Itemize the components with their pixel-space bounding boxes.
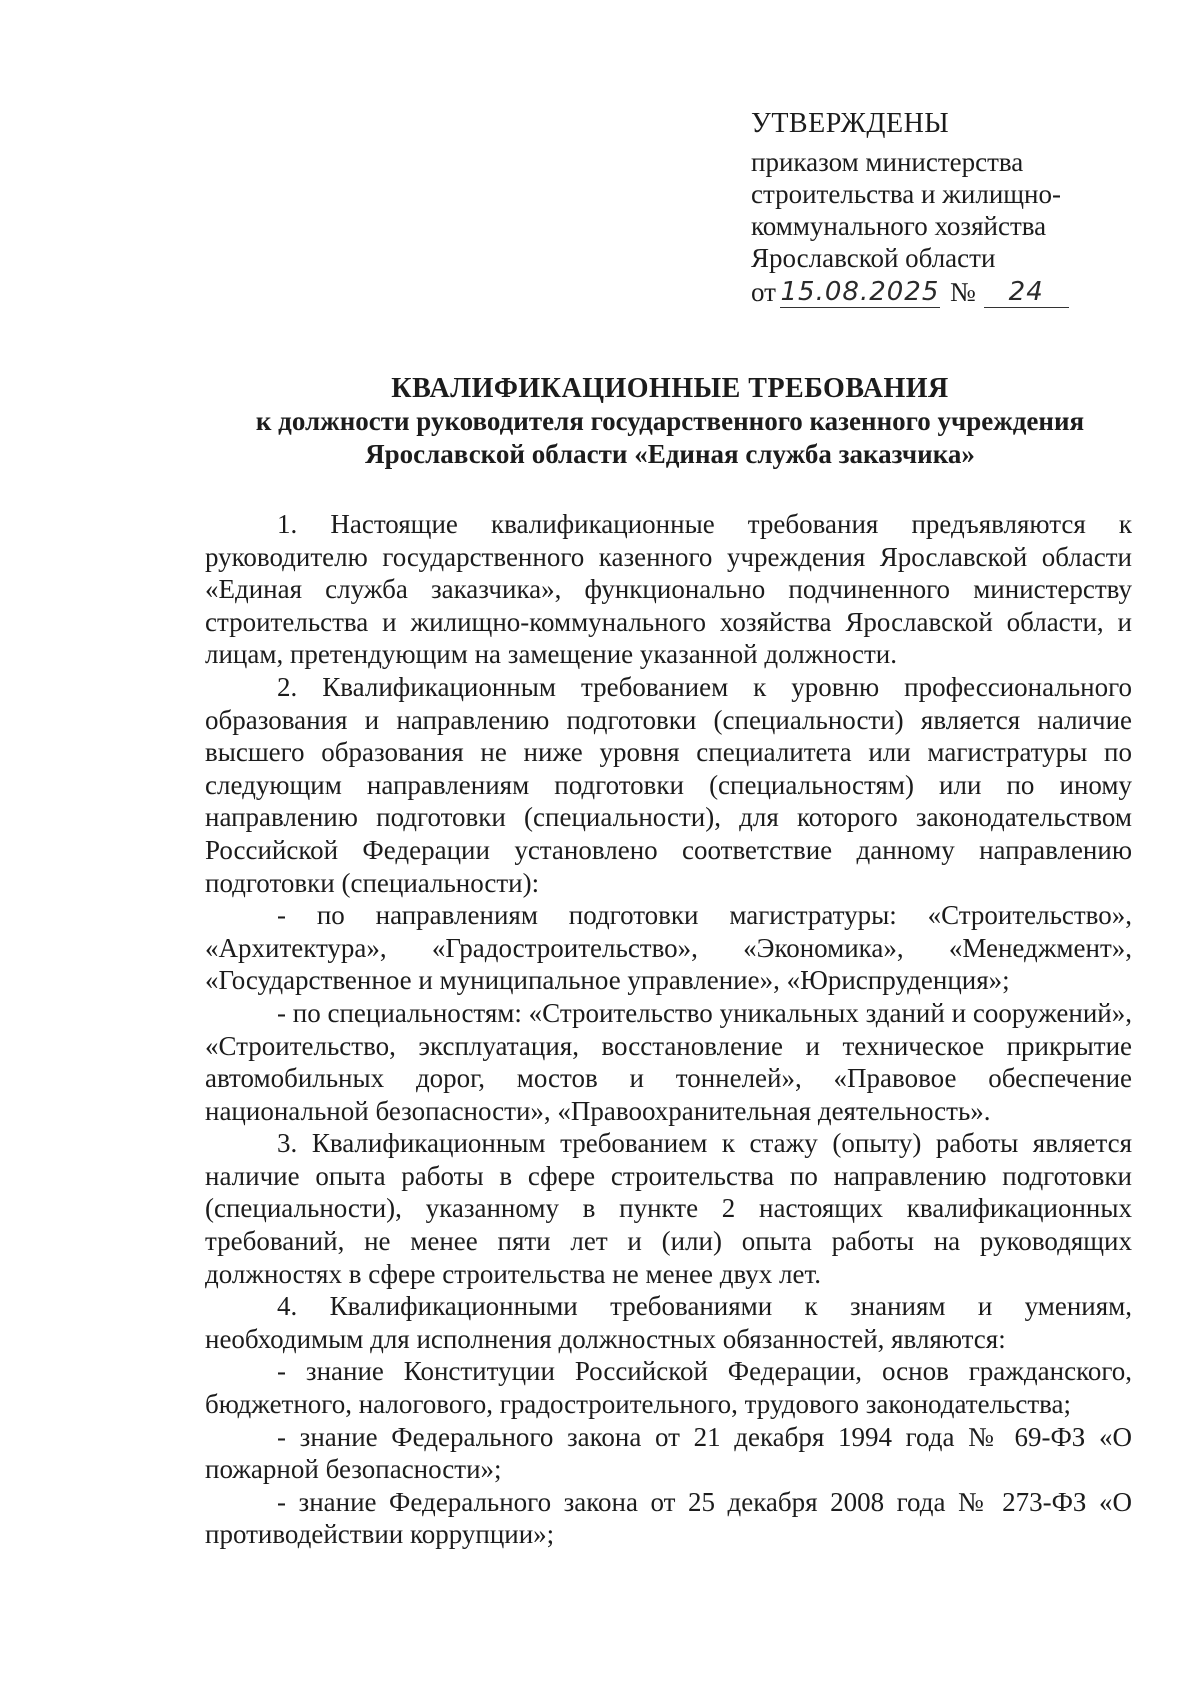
- list-item-anticorruption-law: - знание Федерального закона от 25 декабря 2008 года № 273-ФЗ «О противодействии коррупции»;: [205, 1486, 1132, 1550]
- approval-line: строительства и жилищно-: [751, 179, 1061, 209]
- approval-heading: УТВЕРЖДЕНЫ: [751, 108, 950, 139]
- list-item-masters: - по направлениям подготовки магистратуры: «Строительство», «Архитектура», «Градостроительство», «Экономика», «Менеджмент», «Государственное и муниципальное управление», «Юриспруденция»;: [205, 900, 1132, 996]
- approval-stamp: [751, 108, 1111, 308]
- handwritten-number: 24: [984, 277, 1069, 308]
- paragraph-3: 3. Квалификационным требованием к стажу (опыту) работы является наличие опыта работы в сфере строительства по направлению подготовки (специальности), указанному в пункте 2 настоящих квалификационных требований, не менее пяти лет и (или) опыта работы на руководящих должностях в сфере строительства не менее двух лет.: [205, 1128, 1132, 1289]
- approval-date-number-row: [751, 276, 1111, 308]
- number-prefix: №: [949, 277, 976, 307]
- title-subtitle-line: к должности руководителя государственного казенного учреждения: [255, 406, 1085, 436]
- date-prefix: от: [751, 277, 776, 307]
- title-subtitle-line: Ярославской области «Единая служба заказчика»: [365, 439, 975, 469]
- list-item-specialties: - по специальностям: «Строительство уникальных зданий и сооружений», «Строительство, эксплуатация, восстановление и техническое прикрытие автомобильных дорог, мостов и тоннелей», «Правовое обеспечение национальной безопасности», «Правоохранительная деятельность».: [205, 997, 1132, 1126]
- list-item-constitution: - знание Конституции Российской Федерации, основ гражданского, бюджетного, налогового, градостроительного, трудового законодательства;: [205, 1356, 1132, 1420]
- approval-line: приказом министерства: [751, 147, 1024, 177]
- handwritten-date: 15.08.2025: [780, 277, 940, 307]
- paragraph-1: 1. Настоящие квалификационные требования предъявляются к руководителю государственного казенного учреждения Ярославской области «Единая служба заказчика», функционально подчиненного министерству строительства и жилищно-коммунального хозяйства Ярославской области, и лицам, претендующим на замещение указанной должности.: [205, 509, 1132, 670]
- document-body: [205, 508, 1132, 1551]
- approval-line: Ярославской области: [751, 243, 996, 273]
- document-title: [205, 372, 1135, 471]
- paragraph-4: 4. Квалификационными требованиями к знаниям и умениям, необходимым для исполнения должностных обязанностей, являются:: [205, 1291, 1132, 1354]
- list-item-fire-safety-law: - знание Федерального закона от 21 декабря 1994 года № 69-ФЗ «О пожарной безопасности»;: [205, 1421, 1132, 1485]
- approval-line: коммунального хозяйства: [751, 211, 1047, 241]
- title-main: КВАЛИФИКАЦИОННЫЕ ТРЕБОВАНИЯ: [391, 373, 949, 404]
- paragraph-2: 2. Квалификационным требованием к уровню профессионального образования и направлению подготовки (специальности) является наличие высшего образования не ниже уровня специалитета или магистратуры по следующим направлениям подготовки (специальностям) или по иному направлению подготовки (специальности), для которого законодательством Российской Федерации установлено соответствие данному направлению подготовки (специальности):: [205, 671, 1132, 898]
